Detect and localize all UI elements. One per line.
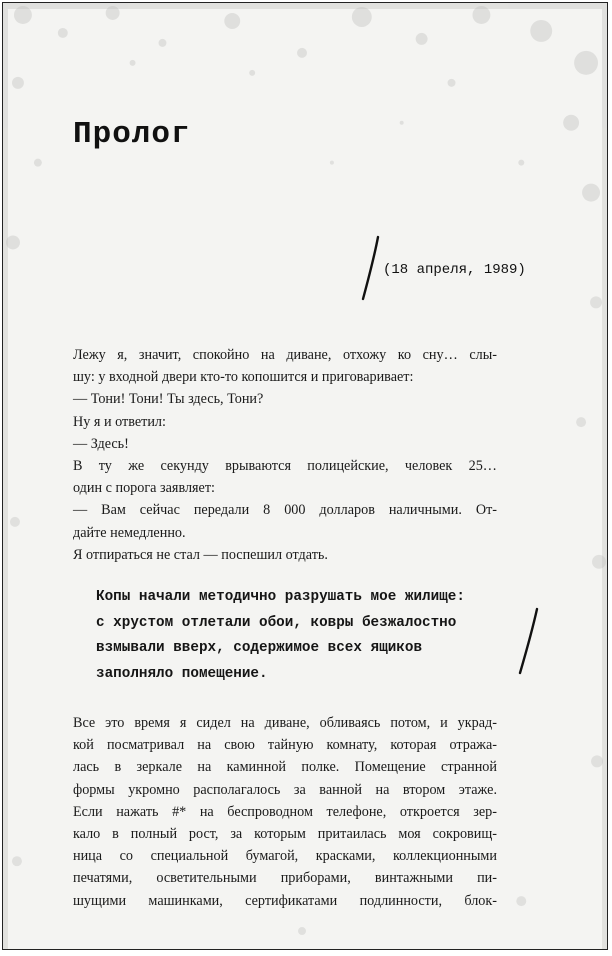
text-line: — Здесь! xyxy=(73,435,129,452)
text-line: один с порога заявляет: xyxy=(73,480,215,497)
book-page xyxy=(2,2,608,950)
pen-stroke-mark xyxy=(359,235,383,303)
text-line: — Вам сейчас передали 8 000 долларов наличными. От- xyxy=(73,502,497,519)
text-line: Все это время я сидел на диване, обливаясь потом, и украд- xyxy=(73,715,497,731)
text-line: ница со специальной бумагой, красками, коллекционными xyxy=(73,848,497,865)
date-note: (18 апреля, 1989) xyxy=(383,262,526,278)
text-line: лась в зеркале на каминной полке. Помещение странной xyxy=(73,759,497,776)
text-line: — Тони! Тони! Ты здесь, Тони? xyxy=(73,391,264,408)
text-line: Я отпираться не стал — поспешил отдать. xyxy=(73,546,328,563)
text-line: формы укромно располагалось за ванной на втором этаже. xyxy=(73,781,497,798)
text-line: кой посматривал на свою тайную комнату, которая отража- xyxy=(73,737,497,754)
quote-line: взмывали вверх, содержимое всех ящиков xyxy=(96,640,423,656)
paragraph-opening xyxy=(73,344,497,566)
quote-line: заполняло помещение. xyxy=(96,665,268,682)
text-line: дайте немедленно. xyxy=(73,524,186,541)
quote-line: Копы начали методично разрушать мое жилище: xyxy=(96,589,465,605)
text-line: Ну я и ответил: xyxy=(73,413,166,430)
text-line: печатями, осветительными приборами, винтажными пи- xyxy=(73,870,497,887)
text-line: шу: у входной двери кто-то копошится и приговаривает: xyxy=(73,369,414,386)
paragraph-continuation xyxy=(73,712,497,912)
text-line: Если нажать #* на беспроводном телефоне, откроется зер- xyxy=(73,803,497,820)
quote-line: с хрустом отлетали обои, ковры безжалостно xyxy=(96,614,457,631)
text-line: Лежу я, значит, спокойно на диване, отхожу ко сну… слы- xyxy=(73,347,497,363)
text-line: шущими машинками, сертификатами подлинности, блок- xyxy=(73,892,497,909)
text-line: кало в полный рост, за которым притаилась моя сокровищ- xyxy=(73,826,497,843)
typewriter-quote xyxy=(96,585,526,687)
chapter-title: Пролог xyxy=(73,117,191,152)
text-line: В ту же секунду врываются полицейские, человек 25… xyxy=(73,458,497,475)
